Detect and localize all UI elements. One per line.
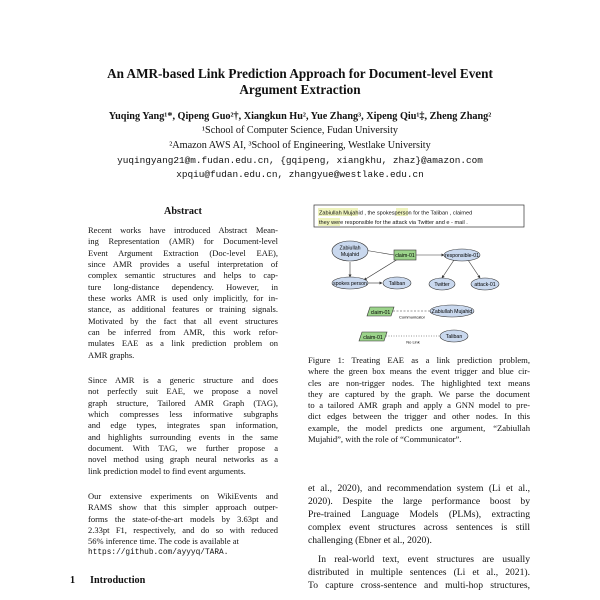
section-number: 1 — [70, 575, 76, 586]
text-line: Since AMR is a generic structure and does — [88, 375, 278, 385]
email-line-1: yuqingyang21@m.fudan.edu.cn, {gqipeng, xiangkhu, zhaz}@amazon.com — [117, 155, 483, 166]
text-line: To capture cross-sentence and multi-hop structures, — [308, 580, 530, 592]
affiliation-2: ²Amazon AWS AI, ³School of Engineering, Westlake University — [169, 140, 431, 151]
text-line: graph structure, Tailored AMR Graph (TAG), — [88, 397, 278, 408]
text-line: stance, as additional features or training signals. — [88, 304, 278, 315]
figure-1-caption — [308, 355, 530, 445]
node-spokesperson-label: spokes person — [333, 281, 367, 287]
text-line: complex semantic structures and helps to cap- — [88, 270, 278, 281]
text-line: forms the state-of-the-art models by 3.63pt and — [88, 513, 278, 524]
node-claim-bot-label: claim-01 — [363, 335, 383, 341]
text-line: Pre-trained Language Models (PLMs), extracting — [308, 509, 530, 521]
text-line: novel method using graph neural networks as a — [88, 454, 278, 465]
edge-label-no-link: No Link — [406, 339, 420, 345]
edge-label-communicator: Communicator — [398, 314, 426, 320]
node-zabiullah-line-1: Zabiullah — [339, 245, 361, 252]
text-line: dict edges between the trigger and other nodes. In this — [308, 411, 530, 422]
text-line: Our extensive experiments on WikiEvents and — [88, 491, 278, 501]
text-line: Event Argument Extraction (Doc-level EAE), — [88, 247, 278, 258]
text-line: where the green box means the event trigger and blue cir- — [308, 366, 530, 377]
text-line: 2.33pt F1, respectively, and do so with reduced — [88, 525, 278, 536]
text-line: In real-world text, event structures are usually — [318, 554, 530, 565]
node-twitter-label: Twitter — [434, 282, 450, 288]
node-attack-label: attack-01 — [474, 282, 496, 288]
text-line: Figure 1: Treating EAE as a link prediction problem, — [308, 355, 530, 365]
text-line: and highlights surrounding events in the same — [88, 431, 278, 442]
node-claim-mid-label: claim-01 — [370, 310, 391, 316]
sentence-zabiullah: Zabiullah Mujahid — [319, 210, 363, 217]
text-line: et al., 2020), and recommendation system (Li et al., — [308, 483, 530, 494]
text-line: which compresses less informative subgraphs — [88, 409, 278, 420]
text-line: 2020). Despite the large performance boost by — [308, 496, 530, 508]
sentence-rest-1: , the spokesperson for the Taliban , claimed — [362, 210, 473, 217]
text-line: Recent works have introduced Abstract Mean- — [88, 225, 278, 235]
node-zabiullah-mid-label: Zabiullah Mujahid — [431, 309, 473, 315]
section-heading-introduction — [70, 575, 145, 586]
text-line: complex event structures across sentences is still — [308, 522, 530, 534]
text-line: to a tailored AMR graph and apply a GNN model to pre- — [308, 400, 530, 411]
abstract-paragraph-1 — [88, 225, 278, 361]
text-line: since AMR provides a useful interpretation of — [88, 259, 278, 270]
abstract-heading: Abstract — [164, 206, 202, 217]
text-line: ing Representation (AMR) for Document-level — [88, 236, 278, 247]
text-line: link prediction model to find event arguments. — [88, 465, 246, 476]
node-taliban-bot-label: Taliban — [445, 334, 463, 340]
figure-1-diagram — [312, 204, 526, 350]
section-title: Introduction — [90, 575, 146, 586]
svg-text:Zabiullah Mujahid , the spokes — [319, 211, 472, 217]
text-line: can be inferred from AMR, this work refor- — [88, 327, 278, 338]
affiliation-1: ¹School of Computer Science, Fudan University — [201, 125, 399, 136]
text-line: example, the model predicts one argument, “Zabiullah — [308, 422, 530, 433]
text-line: mulates EAE as a link prediction problem on — [88, 338, 278, 349]
body-paragraph-2 — [308, 553, 530, 592]
node-responsible-label: responsible-01 — [444, 253, 480, 259]
text-line: 56% inference time. The code is available at — [88, 536, 239, 547]
text-line: these works AMR is used only implicitly, for in- — [88, 293, 278, 304]
text-line: challenging (Ebner et al., 2020). — [308, 535, 432, 547]
text-line: Mujahid”, with the role of “Communicator”. — [308, 434, 462, 445]
email-line-2: xpqiu@fudan.edu.cn, zhangyue@westlake.edu.cn — [176, 169, 424, 180]
text-line: they are captured by the graph. We parse the document — [308, 388, 530, 399]
text-line: ture long-distance dependency. However, in — [88, 281, 278, 292]
text-line: distributed in multiple sentences (Li et al., 2021). — [308, 567, 530, 579]
text-line: RAMS show that this simpler approach outper- — [88, 502, 278, 513]
text-line: and edge types, integrates span information, — [88, 420, 278, 431]
node-claim-top-label: claim-01 — [395, 253, 415, 259]
node-taliban-top-label: Taliban — [388, 281, 406, 287]
sentence-rest-2: they were responsible for the attack via Twitter and e - mail . — [319, 220, 468, 226]
text-line: AMR graphs. — [88, 349, 135, 360]
node-zabiullah-line-2: Mujahid — [340, 252, 360, 258]
abstract-paragraph-3 — [88, 491, 278, 559]
text-line: cles are non-trigger nodes. The highlighted text means — [308, 377, 530, 388]
code-url[interactable]: https://github.com/ayyyq/TARA. — [88, 548, 229, 557]
title-line-1: An AMR-based Link Prediction Approach for Document-level Event — [107, 66, 493, 81]
title-line-2: Argument Extraction — [239, 82, 361, 97]
text-line: document. With TAG, we further propose a — [88, 443, 278, 454]
paper-title — [40, 66, 560, 98]
text-line: not perfectly suit EAE, we propose a novel — [88, 386, 278, 397]
abstract-paragraph-2 — [88, 375, 278, 477]
body-paragraph-1 — [308, 482, 530, 547]
author-list: Yuqing Yang¹*, Qipeng Guo²†, Xiangkun Hu², Yue Zhang³, Xipeng Qiu¹‡, Zheng Zhang² — [108, 111, 492, 122]
text-line: Motivated by the fact that all event structures — [88, 315, 278, 326]
